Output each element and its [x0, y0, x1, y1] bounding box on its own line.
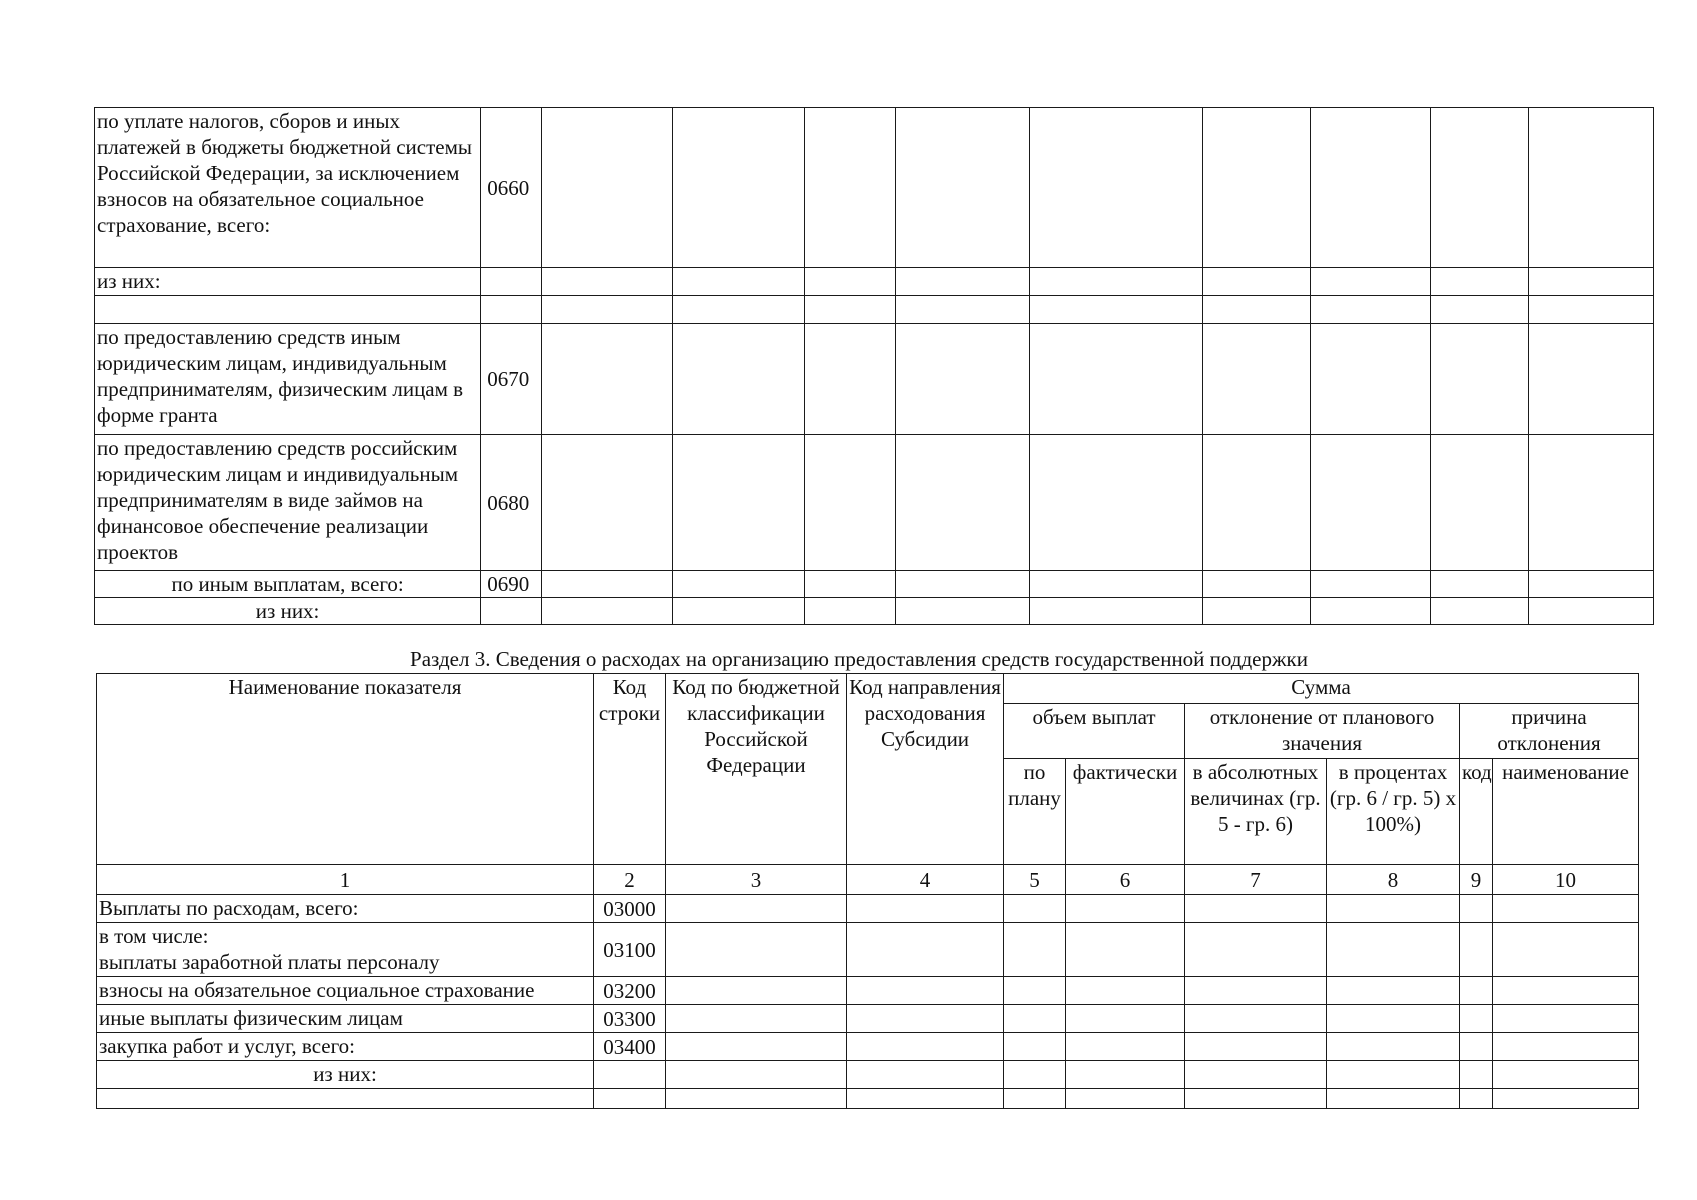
column-number: 5 — [1004, 865, 1066, 895]
table-row — [95, 296, 1654, 324]
header-row — [97, 674, 1639, 704]
expenses-table-continued — [94, 107, 1654, 625]
row-label — [95, 296, 481, 324]
row-label: взносы на обязательное социальное страхование — [97, 977, 594, 1005]
column-number: 8 — [1327, 865, 1460, 895]
row-code: 03100 — [594, 923, 666, 977]
column-number: 2 — [594, 865, 666, 895]
row-code: 03000 — [594, 895, 666, 923]
header-payments-volume: объем выплат — [1004, 704, 1185, 759]
row-code: 0660 — [481, 108, 541, 268]
header-reason: причина отклонения — [1460, 704, 1639, 759]
row-code: 0680 — [481, 435, 541, 571]
row-label — [97, 1089, 594, 1109]
header-row-code: Код строки — [594, 674, 666, 865]
column-number: 1 — [97, 865, 594, 895]
header-reason-name: наименование — [1493, 759, 1639, 865]
row-label: по уплате налогов, сборов и иных платежей в бюджеты бюджетной системы Российской Федерации, за исключением взносов на обязательное социальное страхование, всего: — [95, 108, 481, 268]
column-number: 7 — [1185, 865, 1327, 895]
header-plan: по плану — [1004, 759, 1066, 865]
header-percent: в процентах (гр. 6 / гр. 5) х 100%) — [1327, 759, 1460, 865]
table-row — [95, 324, 1654, 435]
row-label: из них: — [97, 1061, 594, 1089]
row-code: 03300 — [594, 1005, 666, 1033]
table-row — [97, 977, 1639, 1005]
row-label: в том числе: выплаты заработной платы персоналу — [97, 923, 594, 977]
column-number: 10 — [1493, 865, 1639, 895]
row-label: из них: — [95, 268, 481, 296]
row-code: 0670 — [481, 324, 541, 435]
section3-table — [96, 673, 1639, 1109]
column-number: 3 — [666, 865, 847, 895]
table-row — [97, 923, 1639, 977]
table-row — [97, 1089, 1639, 1109]
row-code: 03200 — [594, 977, 666, 1005]
section-title: Раздел 3. Сведения о расходах на организацию предоставления средств государственной поддержки — [410, 647, 1308, 671]
row-code — [594, 1061, 666, 1089]
table-row — [97, 895, 1639, 923]
header-name: Наименование показателя — [97, 674, 594, 865]
row-label: закупка работ и услуг, всего: — [97, 1033, 594, 1061]
row-code: 03400 — [594, 1033, 666, 1061]
column-number: 6 — [1066, 865, 1185, 895]
table-row — [97, 1061, 1639, 1089]
row-label: Выплаты по расходам, всего: — [97, 895, 594, 923]
header-budget-code: Код по бюджетной классификации Российской Федерации — [666, 674, 847, 865]
row-label: по предоставлению средств иным юридическим лицам, индивидуальным предпринимателям, физическим лицам в форме гранта — [95, 324, 481, 435]
header-reason-code: код — [1460, 759, 1493, 865]
header-deviation: отклонение от планового значения — [1185, 704, 1460, 759]
table-row — [97, 1005, 1639, 1033]
table-row — [95, 108, 1654, 268]
header-direction-code: Код направления расходования Субсидии — [847, 674, 1004, 865]
table-row — [95, 598, 1654, 625]
row-code — [481, 598, 541, 625]
table-row — [95, 435, 1654, 571]
column-number: 4 — [847, 865, 1004, 895]
row-code — [481, 268, 541, 296]
row-code: 0690 — [481, 571, 541, 598]
row-code — [481, 296, 541, 324]
header-absolute: в абсолютных величинах (гр. 5 - гр. 6) — [1185, 759, 1327, 865]
column-number: 9 — [1460, 865, 1493, 895]
row-label: иные выплаты физическим лицам — [97, 1005, 594, 1033]
table-row — [95, 268, 1654, 296]
row-label: по предоставлению средств российским юридическим лицам и индивидуальным предпринимателям в виде займов на финансовое обеспечение реализации проектов — [95, 435, 481, 571]
table-row — [97, 1033, 1639, 1061]
row-label: по иным выплатам, всего: — [95, 571, 481, 598]
header-sum: Сумма — [1004, 674, 1639, 704]
column-number-row — [97, 865, 1639, 895]
row-code — [594, 1089, 666, 1109]
table-row — [95, 571, 1654, 598]
row-label: из них: — [95, 598, 481, 625]
header-actual: фактически — [1066, 759, 1185, 865]
